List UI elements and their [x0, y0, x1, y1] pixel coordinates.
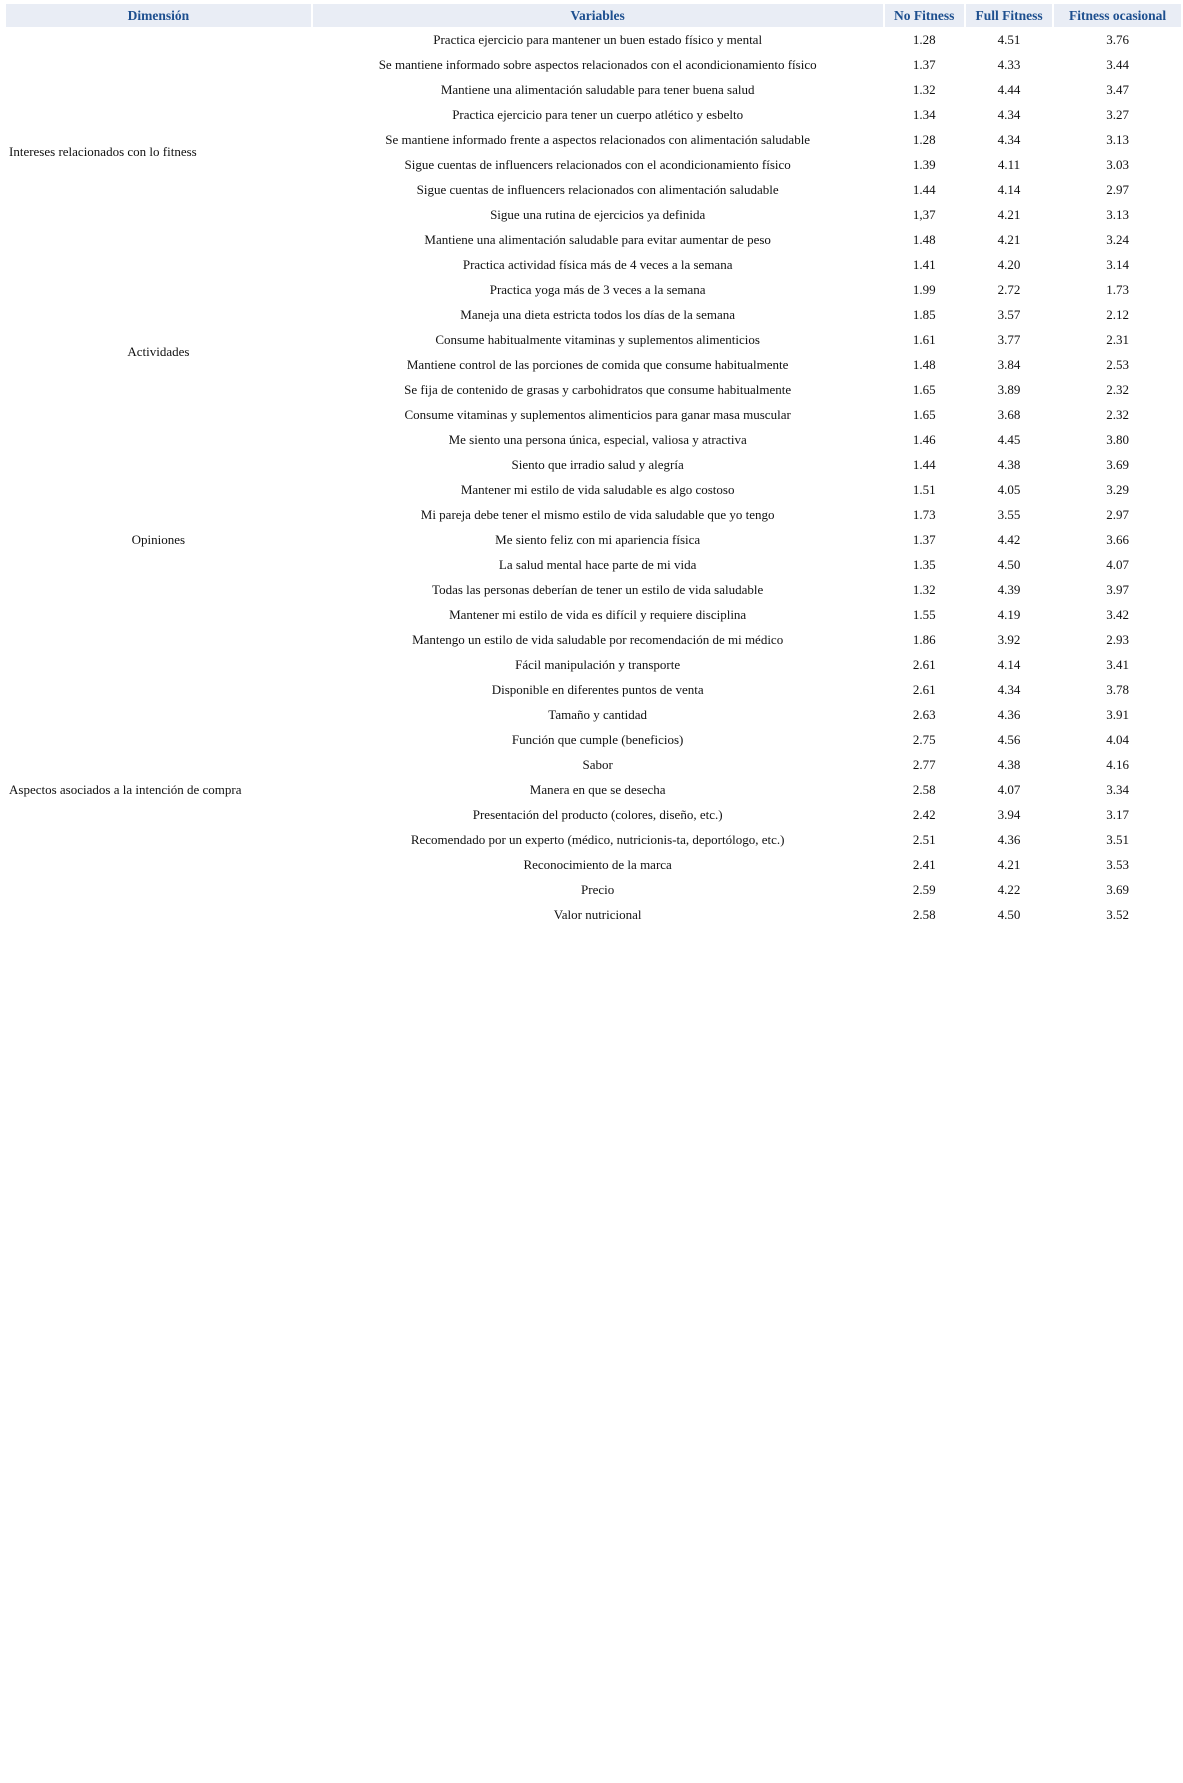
table-row	[6, 27, 1181, 52]
no-fitness-cell: 1.46	[912, 431, 936, 447]
no-fitness-cell: 1.86	[912, 631, 936, 647]
full-fitness-cell: 4.21	[997, 206, 1021, 222]
full-fitness-cell: 4.05	[997, 481, 1021, 497]
variable-cell: Disponible en diferentes puntos de venta	[491, 681, 704, 697]
fitness-ocasional-cell: 3.27	[1106, 106, 1129, 122]
full-fitness-cell: 4.11	[997, 156, 1021, 172]
variable-cell: Mi pareja debe tener el mismo estilo de vida saludable que yo tengo	[420, 506, 775, 522]
fitness-ocasional-cell: 2.97	[1106, 506, 1129, 522]
fitness-ocasional-cell: 3.47	[1106, 81, 1129, 97]
no-fitness-cell: 1,37	[912, 206, 936, 222]
variable-cell: Me siento una persona única, especial, valiosa y atractiva	[448, 431, 747, 447]
variable-cell: Practica actividad física más de 4 veces a la semana	[462, 256, 733, 272]
dimension-cell: Intereses relacionados con lo fitness	[9, 144, 197, 159]
full-fitness-cell: 4.42	[997, 531, 1021, 547]
fitness-ocasional-cell: 3.42	[1106, 606, 1129, 622]
full-fitness-cell: 4.34	[997, 131, 1021, 147]
variable-cell: Sigue cuentas de influencers relacionados con el acondicionamiento físico	[404, 156, 791, 172]
dimension-cell: Opiniones	[131, 531, 186, 547]
variable-cell: Tamaño y cantidad	[548, 706, 648, 722]
full-fitness-cell: 3.92	[997, 631, 1021, 647]
dimension-cell: Actividades	[127, 344, 190, 359]
full-fitness-cell: 4.34	[997, 106, 1021, 122]
variable-cell: Mantiene una alimentación saludable para tener buena salud	[440, 81, 755, 97]
full-fitness-cell: 3.84	[997, 356, 1021, 372]
no-fitness-cell: 2.41	[912, 856, 936, 872]
fitness-ocasional-cell: 2.12	[1106, 306, 1129, 322]
variable-cell: Todas las personas deberían de tener un estilo de vida saludable	[432, 581, 764, 597]
variable-cell: Se mantiene informado sobre aspectos relacionados con el acondicionamiento físico	[378, 56, 817, 72]
fitness-ocasional-cell: 3.97	[1106, 581, 1129, 597]
full-fitness-cell: 4.36	[997, 706, 1021, 722]
fitness-ocasional-cell: 1.73	[1106, 281, 1129, 297]
variable-cell: Manera en que se desecha	[529, 781, 666, 797]
results-table	[4, 4, 1183, 927]
full-fitness-cell: 4.50	[997, 906, 1021, 922]
fitness-ocasional-cell: 2.32	[1106, 381, 1129, 397]
fitness-ocasional-cell: 3.17	[1106, 806, 1129, 822]
fitness-ocasional-cell: 3.03	[1106, 156, 1129, 172]
variable-cell: Mantener mi estilo de vida es difícil y requiere disciplina	[449, 606, 747, 622]
fitness-ocasional-cell: 3.24	[1106, 231, 1129, 247]
variable-cell: Precio	[581, 881, 615, 897]
fitness-ocasional-cell: 3.14	[1106, 256, 1129, 272]
full-fitness-cell: 4.44	[997, 81, 1021, 97]
no-fitness-cell: 2.59	[912, 881, 936, 897]
no-fitness-cell: 2.61	[912, 681, 936, 697]
fitness-ocasional-cell: 2.31	[1106, 331, 1129, 347]
variable-cell: Sigue una rutina de ejercicios ya definida	[490, 206, 706, 222]
full-fitness-cell: 3.57	[997, 306, 1021, 322]
full-fitness-cell: 3.94	[997, 806, 1021, 822]
no-fitness-cell: 1.28	[912, 31, 936, 47]
full-fitness-cell: 4.33	[997, 56, 1021, 72]
fitness-ocasional-cell: 3.34	[1106, 781, 1129, 797]
full-fitness-cell: 4.14	[997, 656, 1021, 672]
variable-cell: Maneja una dieta estricta todos los días de la semana	[460, 306, 736, 322]
fitness-ocasional-cell: 4.07	[1106, 556, 1129, 572]
fitness-ocasional-cell: 2.97	[1106, 181, 1129, 197]
fitness-ocasional-cell: 3.69	[1106, 881, 1129, 897]
fitness-ocasional-cell: 2.32	[1106, 406, 1129, 422]
table-body	[6, 27, 1181, 927]
variable-cell: Reconocimiento de la marca	[523, 856, 672, 872]
fitness-ocasional-cell: 3.13	[1106, 206, 1129, 222]
full-fitness-cell: 4.20	[997, 256, 1021, 272]
fitness-ocasional-cell: 3.13	[1106, 131, 1129, 147]
full-fitness-cell: 4.45	[997, 431, 1021, 447]
no-fitness-cell: 1.28	[912, 131, 936, 147]
no-fitness-cell: 1.55	[912, 606, 936, 622]
no-fitness-cell: 2.75	[912, 731, 936, 747]
variable-cell: Se fija de contenido de grasas y carbohidratos que consume habitualmente	[404, 381, 792, 397]
no-fitness-cell: 2.63	[912, 706, 936, 722]
variable-cell: Mantener mi estilo de vida saludable es algo costoso	[460, 481, 735, 497]
full-fitness-cell: 4.21	[997, 231, 1021, 247]
no-fitness-cell: 1.44	[912, 456, 936, 472]
variable-cell: Mantengo un estilo de vida saludable por recomendación de mi médico	[412, 631, 784, 647]
fitness-ocasional-cell: 3.51	[1106, 831, 1129, 847]
fitness-ocasional-cell: 4.04	[1106, 731, 1129, 747]
full-fitness-cell: 4.14	[997, 181, 1021, 197]
full-fitness-cell: 4.19	[997, 606, 1021, 622]
full-fitness-cell: 4.51	[997, 31, 1021, 47]
fitness-ocasional-cell: 3.76	[1106, 31, 1129, 47]
no-fitness-cell: 2.51	[912, 831, 936, 847]
variable-cell: Mantiene una alimentación saludable para evitar aumentar de peso	[424, 231, 771, 247]
no-fitness-cell: 1.34	[912, 106, 936, 122]
full-fitness-cell: 4.21	[997, 856, 1021, 872]
full-fitness-cell: 4.50	[997, 556, 1021, 572]
no-fitness-cell: 1.44	[912, 181, 936, 197]
table-row	[6, 652, 1181, 677]
no-fitness-cell: 1.65	[912, 381, 936, 397]
variable-cell: Sigue cuentas de influencers relacionados con alimentación saludable	[416, 181, 779, 197]
variable-cell: Me siento feliz con mi apariencia física	[495, 531, 701, 547]
full-fitness-cell: 3.55	[997, 506, 1021, 522]
variable-cell: Siento que irradio salud y alegría	[511, 456, 684, 472]
full-fitness-cell: 4.07	[997, 781, 1021, 797]
no-fitness-cell: 1.37	[912, 56, 936, 72]
no-fitness-cell: 2.42	[912, 806, 936, 822]
variable-cell: Practica ejercicio para tener un cuerpo atlético y esbelto	[452, 106, 744, 122]
no-fitness-cell: 1.85	[912, 306, 936, 322]
full-fitness-cell: 3.77	[997, 331, 1021, 347]
no-fitness-cell: 1.61	[912, 331, 936, 347]
no-fitness-cell: 2.58	[912, 906, 936, 922]
variable-cell: Practica ejercicio para mantener un buen estado físico y mental	[433, 31, 763, 47]
full-fitness-cell: 4.22	[997, 881, 1021, 897]
fitness-ocasional-cell: 3.66	[1106, 531, 1129, 547]
fitness-ocasional-cell: 4.16	[1106, 756, 1129, 772]
variable-cell: Practica yoga más de 3 veces a la semana	[489, 281, 706, 297]
full-fitness-cell: 4.56	[997, 731, 1021, 747]
full-fitness-cell: 4.36	[997, 831, 1021, 847]
table-row	[6, 277, 1181, 302]
full-fitness-cell: 4.38	[997, 456, 1021, 472]
variable-cell: La salud mental hace parte de mi vida	[498, 556, 697, 572]
no-fitness-cell: 1.99	[912, 281, 936, 297]
no-fitness-cell: 2.61	[912, 656, 936, 672]
header-variables: Variables	[313, 4, 883, 27]
header-fitness-ocasional: Fitness ocasional	[1054, 4, 1181, 27]
full-fitness-cell: 4.39	[997, 581, 1021, 597]
no-fitness-cell: 1.48	[912, 231, 936, 247]
no-fitness-cell: 1.65	[912, 406, 936, 422]
variable-cell: Recomendado por un experto (médico, nutricionis-ta, deportólogo, etc.)	[410, 831, 785, 847]
fitness-ocasional-cell: 3.29	[1106, 481, 1129, 497]
no-fitness-cell: 2.58	[912, 781, 936, 797]
header-row	[6, 4, 1181, 27]
fitness-ocasional-cell: 2.93	[1106, 631, 1129, 647]
fitness-ocasional-cell: 3.44	[1106, 56, 1129, 72]
fitness-ocasional-cell: 3.91	[1106, 706, 1129, 722]
header-no-fitness: No Fitness	[885, 4, 964, 27]
dimension-cell: Aspectos asociados a la intención de compra	[9, 781, 242, 797]
variable-cell: Mantiene control de las porciones de comida que consume habitualmente	[406, 356, 789, 372]
no-fitness-cell: 2.77	[912, 756, 936, 772]
variable-cell: Función que cumple (beneficios)	[511, 731, 684, 747]
header-dimension: Dimensión	[6, 4, 311, 27]
full-fitness-cell: 2.72	[997, 281, 1021, 297]
full-fitness-cell: 4.38	[997, 756, 1021, 772]
no-fitness-cell: 1.73	[912, 506, 936, 522]
fitness-ocasional-cell: 3.52	[1106, 906, 1129, 922]
full-fitness-cell: 3.89	[997, 381, 1021, 397]
no-fitness-cell: 1.32	[912, 81, 936, 97]
variable-cell: Presentación del producto (colores, diseño, etc.)	[472, 806, 723, 822]
full-fitness-cell: 3.68	[997, 406, 1021, 422]
variable-cell: Valor nutricional	[553, 906, 642, 922]
variable-cell: Consume vitaminas y suplementos alimenticios para ganar masa muscular	[404, 406, 791, 422]
full-fitness-cell: 4.34	[997, 681, 1021, 697]
variable-cell: Se mantiene informado frente a aspectos relacionados con alimentación saludable	[385, 131, 811, 147]
fitness-ocasional-cell: 3.78	[1106, 681, 1129, 697]
no-fitness-cell: 1.39	[912, 156, 936, 172]
variable-cell: Consume habitualmente vitaminas y suplementos alimenticios	[435, 331, 760, 347]
fitness-ocasional-cell: 2.53	[1106, 356, 1129, 372]
table-row	[6, 427, 1181, 452]
no-fitness-cell: 1.48	[912, 356, 936, 372]
no-fitness-cell: 1.32	[912, 581, 936, 597]
no-fitness-cell: 1.51	[912, 481, 936, 497]
no-fitness-cell: 1.35	[912, 556, 936, 572]
fitness-ocasional-cell: 3.69	[1106, 456, 1129, 472]
variable-cell: Sabor	[582, 756, 613, 772]
fitness-ocasional-cell: 3.80	[1106, 431, 1129, 447]
no-fitness-cell: 1.37	[912, 531, 936, 547]
variable-cell: Fácil manipulación y transporte	[515, 656, 681, 672]
fitness-ocasional-cell: 3.41	[1106, 656, 1129, 672]
header-full-fitness: Full Fitness	[966, 4, 1052, 27]
fitness-ocasional-cell: 3.53	[1106, 856, 1129, 872]
no-fitness-cell: 1.41	[912, 256, 936, 272]
